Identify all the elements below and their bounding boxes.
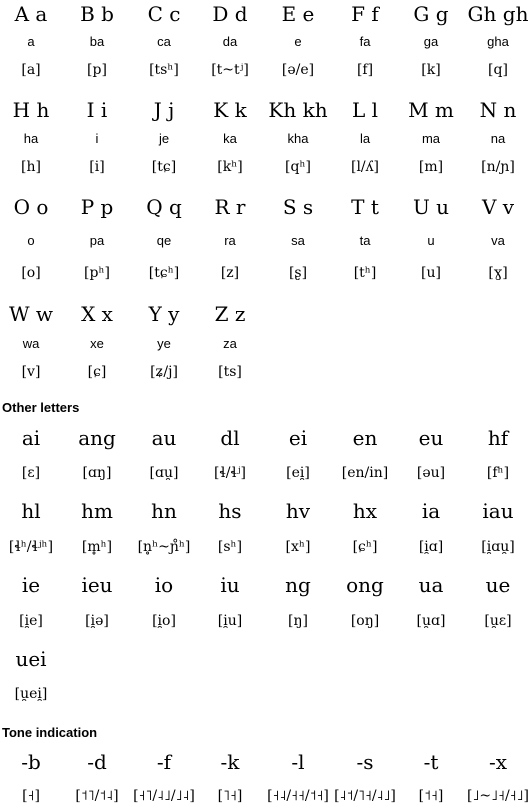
ipa-row [0, 60, 530, 80]
letter-cell: B b [80, 2, 114, 26]
tone-ipa-cell: [˧] [22, 788, 40, 804]
ipa-cell: [ɛ] [21, 465, 41, 481]
letter-name-cell: kha [287, 131, 309, 146]
letter-cell: G g [413, 2, 449, 26]
digraph-cell: ang [78, 426, 116, 450]
letter-name-cell: i [95, 131, 99, 146]
ipa-cell: [ɬʰ/ɬʲʰ] [8, 539, 54, 555]
ipa-cell: [en/in] [341, 465, 389, 481]
ipa-cell: [ŋ] [288, 613, 308, 629]
ipa-cell: [ʂ] [288, 265, 308, 281]
letter-cell: S s [282, 195, 314, 219]
letter-cell: U u [412, 195, 450, 219]
ipa-cell: [tɕ] [151, 159, 177, 175]
ipa-row [0, 263, 530, 283]
digraph-cell: ei [288, 426, 308, 450]
ipa-cell: [ei̯] [286, 465, 310, 481]
ipa-row [0, 157, 530, 177]
letter-name-cell: qe [156, 233, 172, 248]
ipa-cell: [o] [21, 265, 41, 281]
ipa-cell: [t~tʲ] [211, 62, 249, 78]
digraph-cell: ue [485, 573, 511, 597]
tone-letter-cell: -f [156, 750, 172, 774]
digraph-cell: ng [285, 573, 311, 597]
ipa-cell: [i̯e] [19, 613, 43, 629]
ipa-cell: [qʰ] [285, 159, 311, 175]
digraph-row [0, 645, 530, 671]
letter-cell: I i [86, 98, 108, 122]
letter-name-cell: o [27, 233, 35, 248]
ipa-cell: [ɑŋ] [82, 465, 112, 481]
letter-name-cell: ra [224, 233, 236, 248]
ipa-cell: [tɕʰ] [148, 265, 180, 281]
letter-cell: J j [153, 98, 175, 122]
letter-name-cell: ba [89, 34, 105, 49]
letter-name-cell: pa [89, 233, 105, 248]
tone-ipa-cell: [˥˧] [217, 788, 243, 804]
tone-ipa-cell: [˦˥/˦˨] [75, 788, 119, 804]
digraph-row [0, 424, 530, 450]
ipa-cell: [m] [418, 159, 444, 175]
letter-name-cell: da [222, 34, 238, 49]
tone-letter-row [0, 748, 530, 774]
ipa-cell: [ɕʰ] [352, 539, 378, 555]
letter-cell: T t [351, 195, 379, 219]
letter-name-cell: e [294, 34, 302, 49]
digraph-cell: en [352, 426, 378, 450]
ipa-cell: [v] [21, 364, 41, 380]
tone-ipa-cell: [˧˨/˧˧/˦˧] [267, 788, 329, 804]
letter-name-cell: ma [421, 131, 441, 146]
digraph-cell: hx [352, 499, 378, 523]
ipa-cell: [ɑu̯] [149, 465, 179, 481]
ipa-row [0, 611, 530, 631]
letter-row [0, 0, 530, 26]
letter-cell: W w [8, 302, 54, 326]
digraph-cell: au [151, 426, 177, 450]
letter-name-cell: ha [23, 131, 39, 146]
letter-name-cell: gha [487, 34, 509, 49]
ipa-cell: [i̯ɑu̯] [481, 539, 515, 555]
letter-name-cell: za [223, 336, 237, 351]
ipa-cell: [z] [220, 265, 240, 281]
ipa-row [0, 684, 530, 704]
ipa-cell: [ə/e] [281, 62, 315, 78]
ipa-cell: [n/ɲ] [481, 159, 515, 175]
letter-row [0, 300, 530, 326]
letter-name-cell: u [427, 233, 435, 248]
ipa-cell: [ɣ] [488, 265, 508, 281]
letter-name-cell: ga [423, 34, 439, 49]
ipa-row [0, 537, 530, 557]
tone-letter-cell: -x [488, 750, 508, 774]
digraph-cell: ie [21, 573, 41, 597]
digraph-cell: dl [220, 426, 240, 450]
letter-cell: F f [351, 2, 379, 26]
letter-name-cell: a [27, 34, 35, 49]
letter-name-cell: fa [359, 34, 371, 49]
letter-cell: X x [81, 302, 113, 326]
letter-name-cell: ka [223, 131, 237, 146]
tone-ipa-row [0, 786, 530, 806]
digraph-cell: hm [81, 499, 113, 523]
letter-cell: P p [80, 195, 114, 219]
ipa-cell: [kʰ] [217, 159, 243, 175]
ipa-cell: [i̯o] [152, 613, 176, 629]
ipa-cell: [n̥ʰ~ɲ̊ʰ] [137, 539, 191, 555]
letter-cell: L l [351, 98, 379, 122]
tone-indication-heading: Tone indication [2, 725, 98, 740]
letter-cell: Kh kh [268, 98, 328, 122]
digraph-cell: hs [218, 499, 242, 523]
letter-name-row [0, 334, 530, 354]
digraph-row [0, 571, 530, 597]
ipa-cell: [ʑ/j] [150, 364, 178, 380]
tone-letter-cell: -t [423, 750, 439, 774]
letter-cell: N n [479, 98, 517, 122]
letter-cell: Q q [146, 195, 182, 219]
digraph-cell: ua [418, 573, 444, 597]
letter-cell: Z z [214, 302, 246, 326]
ipa-cell: [m̥ʰ] [81, 539, 113, 555]
ipa-cell: [u] [421, 265, 441, 281]
tone-letter-cell: -b [21, 750, 41, 774]
tone-ipa-cell: [˧˥/˨˩/˩˨] [133, 788, 195, 804]
ipa-cell: [p] [87, 62, 107, 78]
ipa-cell: [u̯ɑ] [416, 613, 446, 629]
letter-name-cell: sa [291, 233, 305, 248]
digraph-cell: io [154, 573, 174, 597]
ipa-cell: [f] [356, 62, 374, 78]
letter-cell: E e [281, 2, 315, 26]
letter-cell: Y y [148, 302, 180, 326]
letter-name-cell: ca [157, 34, 171, 49]
letter-cell: Gh gh [467, 2, 529, 26]
ipa-row [0, 362, 530, 382]
letter-name-cell: xe [90, 336, 104, 351]
ipa-row [0, 463, 530, 483]
ipa-cell: [u̯ɛ] [484, 613, 512, 629]
ipa-cell: [fʰ] [486, 465, 510, 481]
other-letters-heading: Other letters [2, 400, 80, 415]
ipa-cell: [xʰ] [285, 539, 311, 555]
letter-name-cell: la [359, 131, 371, 146]
ipa-cell: [i̯ə] [85, 613, 109, 629]
ipa-cell: [oŋ] [350, 613, 380, 629]
ipa-cell: [ts] [218, 364, 242, 380]
letter-cell: V v [481, 195, 515, 219]
ipa-cell: [q] [488, 62, 508, 78]
digraph-cell: hf [487, 426, 509, 450]
ipa-cell: [sʰ] [217, 539, 243, 555]
digraph-cell: hn [151, 499, 177, 523]
digraph-cell: hl [21, 499, 41, 523]
letter-cell: R r [214, 195, 246, 219]
letter-name-cell: na [490, 131, 506, 146]
letter-cell: D d [212, 2, 248, 26]
letter-cell: H h [12, 98, 50, 122]
digraph-cell: ia [421, 499, 441, 523]
letter-cell: A a [14, 2, 48, 26]
ipa-cell: [h] [21, 159, 41, 175]
letter-name-row [0, 231, 530, 251]
ipa-cell: [ɬ/ɬʲ] [213, 465, 247, 481]
letter-name-row [0, 129, 530, 149]
digraph-cell: eu [418, 426, 444, 450]
ipa-cell: [i̯u] [217, 613, 243, 629]
ipa-cell: [k] [421, 62, 441, 78]
tone-letter-cell: -k [220, 750, 240, 774]
digraph-cell: iu [220, 573, 240, 597]
ipa-cell: [u̯ei̯] [14, 686, 48, 702]
digraph-cell: ai [21, 426, 41, 450]
digraph-cell: iau [482, 499, 514, 523]
ipa-cell: [l/ʎ] [350, 159, 380, 175]
tone-ipa-cell: [˩~˩˧/˧˩] [467, 788, 529, 804]
letter-name-cell: ye [157, 336, 171, 351]
letter-name-cell: ta [359, 233, 371, 248]
tone-letter-cell: -s [356, 750, 374, 774]
ipa-cell: [pʰ] [84, 265, 110, 281]
ipa-cell: [a] [21, 62, 41, 78]
digraph-cell: ieu [81, 573, 113, 597]
digraph-cell: ong [346, 573, 384, 597]
ipa-cell: [ɕ] [87, 364, 107, 380]
ipa-cell: [əu] [416, 465, 446, 481]
digraph-cell: hv [285, 499, 311, 523]
tone-letter-cell: -l [291, 750, 305, 774]
ipa-cell: [i̯ɑ] [418, 539, 444, 555]
letter-name-cell: je [158, 131, 170, 146]
tone-letter-cell: -d [87, 750, 107, 774]
digraph-cell: uei [15, 647, 47, 671]
tone-ipa-cell: [˨˦/˥˧/˨˩] [334, 788, 396, 804]
letter-cell: M m [408, 98, 454, 122]
letter-row [0, 193, 530, 219]
letter-cell: C c [147, 2, 181, 26]
ipa-cell: [tʰ] [353, 265, 377, 281]
ipa-cell: [i] [89, 159, 105, 175]
tone-ipa-cell: [˦˧] [418, 788, 444, 804]
digraph-row [0, 497, 530, 523]
letter-name-row [0, 32, 530, 52]
letter-cell: O o [13, 195, 49, 219]
letter-name-cell: va [491, 233, 505, 248]
letter-row [0, 96, 530, 122]
letter-name-cell: wa [22, 336, 40, 351]
letter-cell: K k [213, 98, 247, 122]
ipa-cell: [tsʰ] [149, 62, 179, 78]
